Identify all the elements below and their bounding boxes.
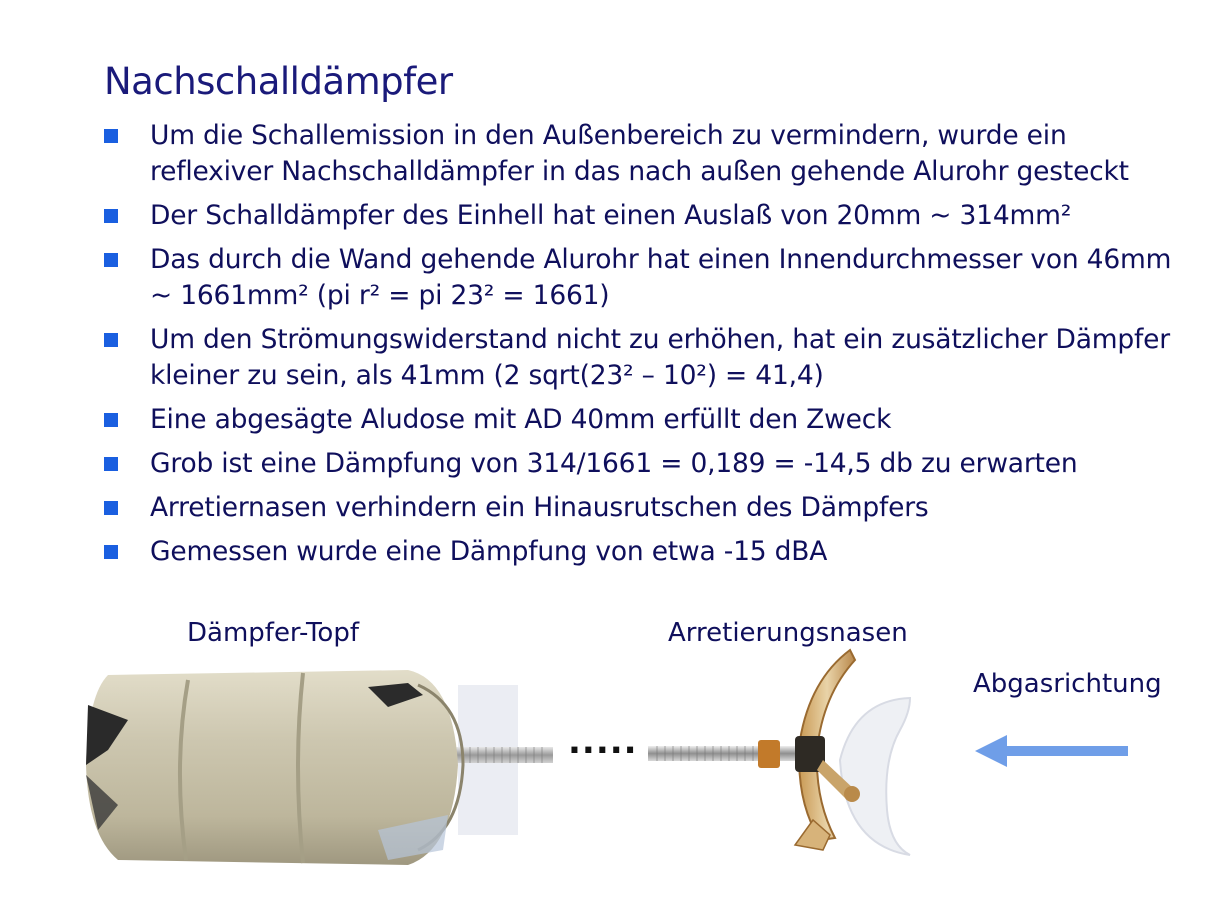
bullet-square-icon (104, 333, 118, 347)
bullet-text: Der Schalldämpfer des Einhell hat einen Auslaß von 20mm ~ 314mm² (150, 200, 1072, 231)
slide-title: Nachschalldämpfer (104, 60, 453, 103)
bullet-text: Das durch die Wand gehende Alurohr hat einen Innendurchmesser von 46mm ~ 1661mm² (pi r² = pi 23² = 1661) (150, 244, 1172, 311)
bullet-item (104, 534, 1194, 570)
ellipsis-separator: ..... (568, 722, 638, 762)
bullet-text: Grob ist eine Dämpfung von 314/1661 = 0,189 = -14,5 db zu erwarten (150, 448, 1078, 479)
bullet-item (104, 322, 1194, 394)
bullet-text: Eine abgesägte Aludose mit AD 40mm erfüllt den Zweck (150, 404, 892, 435)
locking-tabs-photo (645, 640, 930, 860)
bullet-item (104, 402, 1194, 438)
bullet-text: Arretiernasen verhindern ein Hinausrutschen des Dämpfers (150, 492, 929, 523)
bullet-item (104, 198, 1194, 234)
exhaust-direction-arrow-icon (975, 733, 1135, 769)
bullet-square-icon (104, 253, 118, 267)
bullet-square-icon (104, 501, 118, 515)
bullet-list (104, 118, 1194, 578)
bullet-square-icon (104, 129, 118, 143)
bullet-square-icon (104, 545, 118, 559)
caption-damper-pot: Dämpfer-Topf (187, 618, 359, 648)
bullet-item (104, 118, 1194, 190)
bullet-item (104, 490, 1194, 526)
bullet-text: Gemessen wurde eine Dämpfung von etwa -15 dBA (150, 536, 828, 567)
bullet-square-icon (104, 413, 118, 427)
bullet-square-icon (104, 457, 118, 471)
bullet-item (104, 242, 1194, 314)
caption-locking-tabs: Arretierungsnasen (668, 618, 908, 648)
bullet-text: Um die Schallemission in den Außenbereich zu vermindern, wurde ein reflexiver Nachschalldämpfer in das nach außen gehende Alurohr gesteckt (150, 120, 1129, 187)
bullet-item (104, 446, 1194, 482)
bullet-square-icon (104, 209, 118, 223)
caption-exhaust-direction: Abgasrichtung (973, 669, 1162, 699)
bullet-text: Um den Strömungswiderstand nicht zu erhöhen, hat ein zusätzlicher Dämpfer kleiner zu sein, als 41mm (2 sqrt(23² – 10²) = 41,4) (150, 324, 1170, 391)
damper-pot-photo (78, 655, 558, 875)
